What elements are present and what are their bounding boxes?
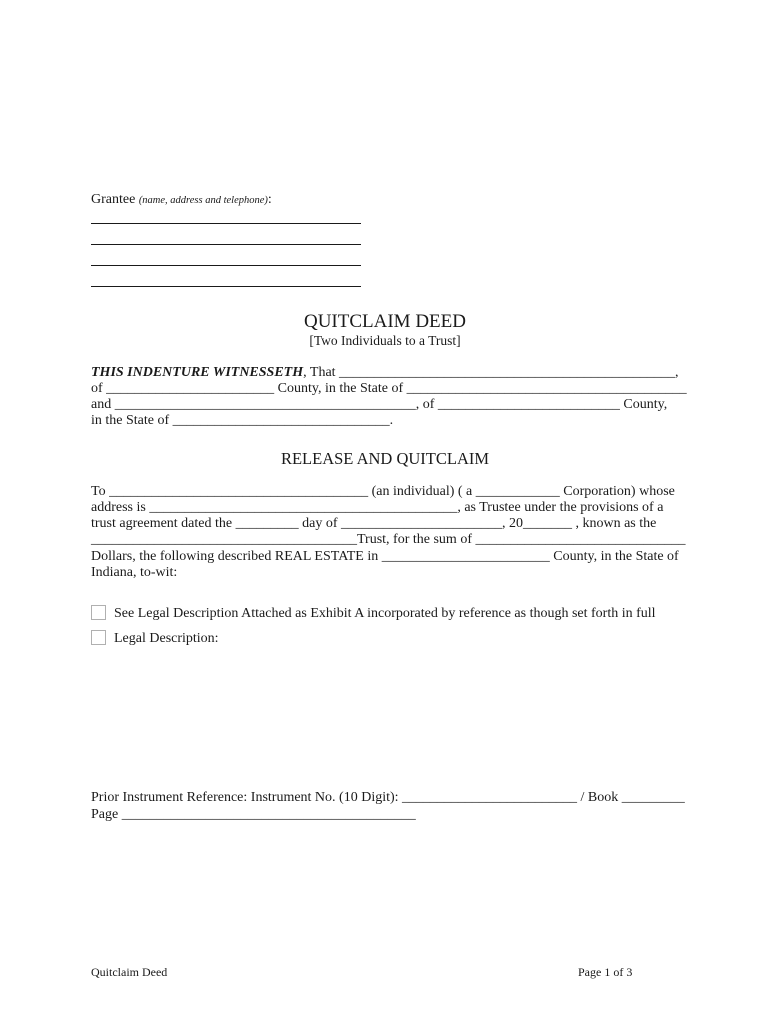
- release-line-6: Indiana, to-wit:: [91, 565, 178, 580]
- release-line-4: ______________________________________Trust, for the sum of ______________________________: [91, 532, 686, 547]
- prior-instrument-line-2: Page __________________________________________: [91, 807, 416, 822]
- indenture-line-2: of ________________________ County, in the State of ________________________________________: [91, 381, 687, 396]
- grantee-line-2[interactable]: [91, 244, 361, 245]
- grantee-label: Grantee: [91, 192, 136, 207]
- exhibit-a-label: See Legal Description Attached as Exhibit A incorporated by reference as though set forth in full: [114, 606, 656, 621]
- legal-description-label: Legal Description:: [114, 631, 219, 646]
- release-line-3: trust agreement dated the _________ day of _______________________, 20_______ , known as the: [91, 516, 657, 531]
- indenture-line-3: and ___________________________________________, of __________________________ County,: [91, 397, 668, 412]
- grantee-hint: (name, address and telephone): [138, 195, 268, 206]
- footer-page-number: Page 1 of 3: [578, 965, 633, 979]
- grantee-label-row: [91, 192, 272, 209]
- release-line-2: address is ____________________________________________, as Trustee under the provisions of a: [91, 500, 664, 515]
- footer-left: Quitclaim Deed: [91, 965, 168, 979]
- legal-description-checkbox[interactable]: [91, 630, 106, 645]
- release-line-1: To _____________________________________ (an individual) ( a ____________ Corporation) whose: [91, 484, 675, 499]
- grantee-line-3[interactable]: [91, 265, 361, 266]
- page-title: QUITCLAIM DEED: [303, 311, 466, 332]
- release-heading: RELEASE AND QUITCLAIM: [280, 449, 490, 468]
- release-line-5: Dollars, the following described REAL ESTATE in ________________________ County, in the State of: [91, 549, 679, 564]
- indenture-line-1-text: , That ________________________________________________,: [303, 365, 679, 380]
- indenture-line-1: [91, 365, 691, 381]
- grantee-colon: :: [267, 192, 272, 207]
- page-subtitle: [Two Individuals to a Trust]: [309, 333, 461, 348]
- exhibit-a-checkbox[interactable]: [91, 605, 106, 620]
- grantee-line-4[interactable]: [91, 286, 361, 287]
- prior-instrument-line-1: Prior Instrument Reference: Instrument No. (10 Digit): _________________________ / Book _________: [91, 790, 685, 805]
- grantee-line-1[interactable]: [91, 223, 361, 224]
- indenture-lead: THIS INDENTURE WITNESSETH: [91, 365, 304, 380]
- indenture-line-4: in the State of _______________________________.: [91, 413, 394, 428]
